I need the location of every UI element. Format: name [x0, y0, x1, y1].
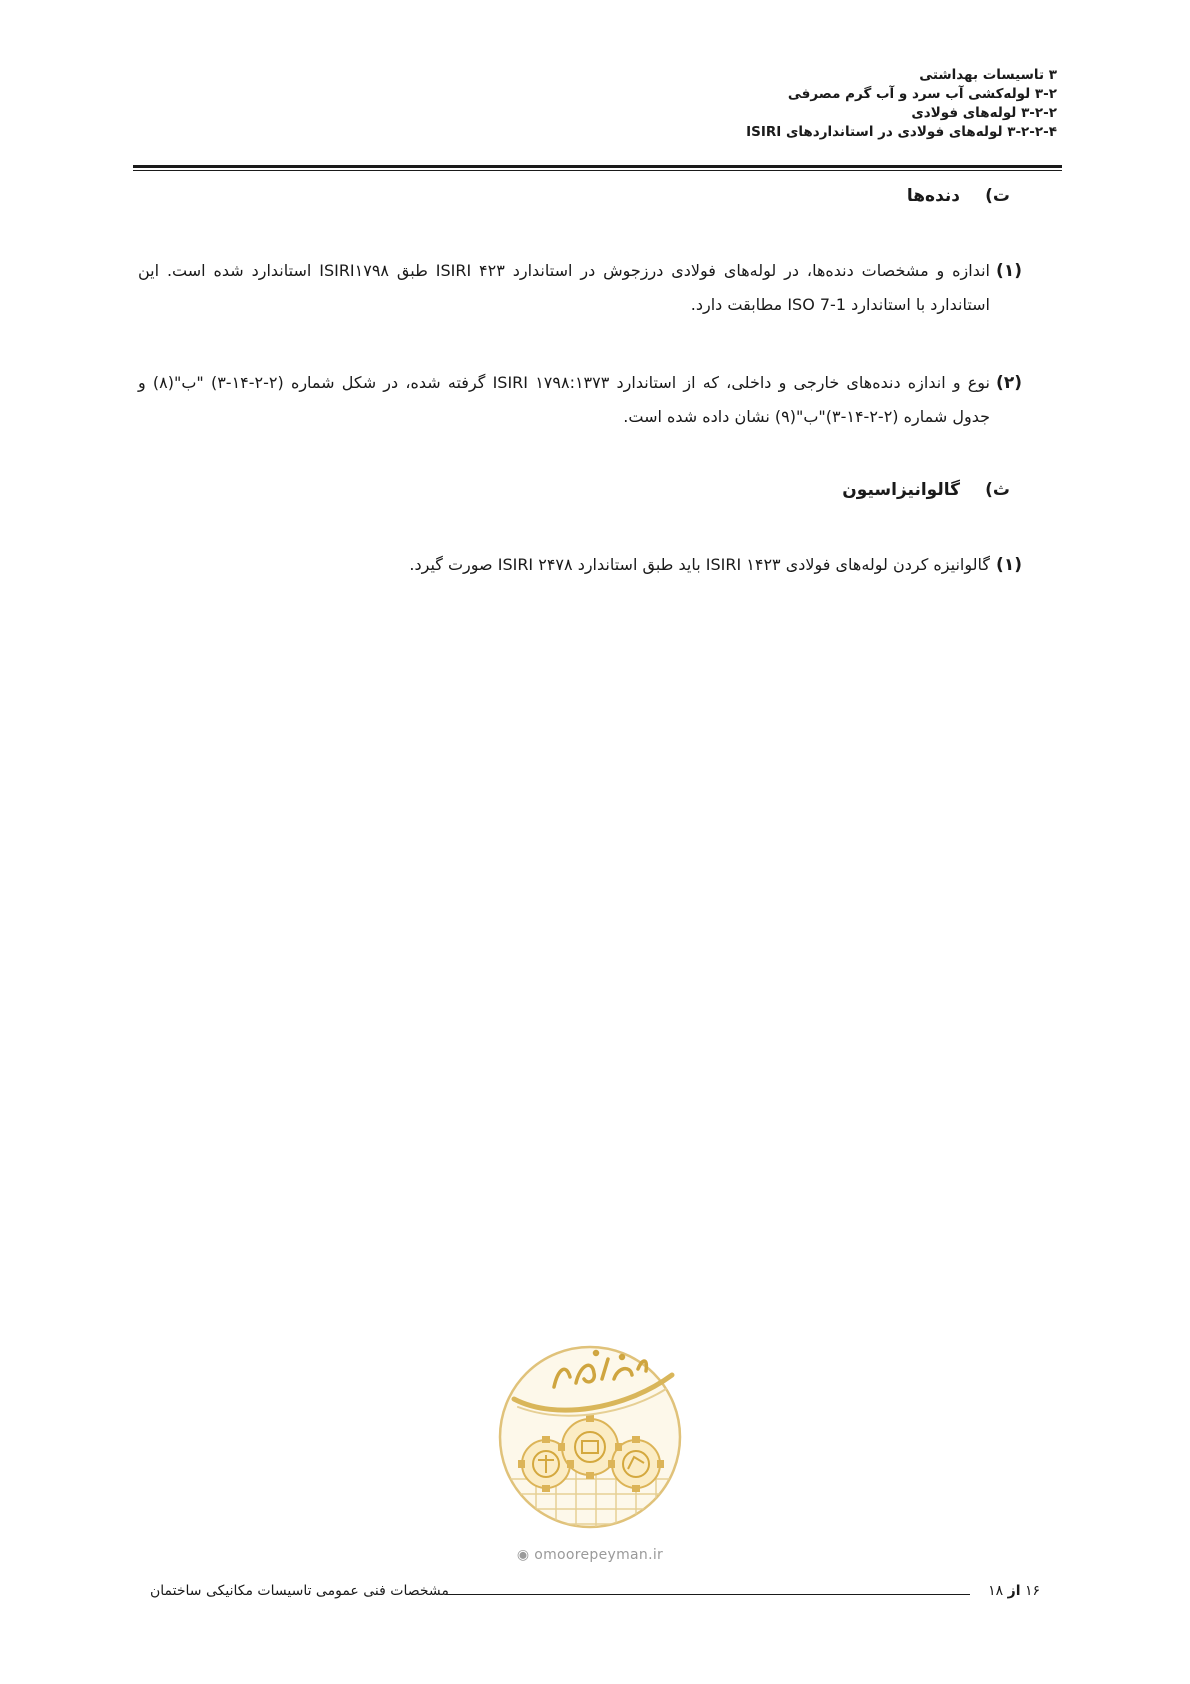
header-chapter: ۳ تاسیسات بهداشتی — [919, 67, 1057, 83]
watermark-logo-icon — [496, 1329, 684, 1543]
paragraph-text: اندازه و مشخصات دنده‌ها، در لوله‌های فولادی درزجوش در استاندارد ISIRI ۴۲۳ طبق ISIRI۱۷۹۸ استاندارد شده است. این استاندارد با استاندارد ISO 7-1 مطابقت دارد. — [138, 261, 991, 314]
page-of-label: از — [1007, 1583, 1021, 1599]
footer-divider — [445, 1594, 970, 1595]
globe-icon: ◉ — [516, 1547, 530, 1563]
page-total: ۱۸ — [988, 1583, 1004, 1599]
section-heading-galvanization — [842, 480, 1010, 500]
paragraph-number: (۱) — [996, 261, 1022, 281]
header-section: ۳-۲ لوله‌کشی آب سرد و آب گرم مصرفی — [787, 86, 1057, 102]
section-marker: ت) — [985, 186, 1010, 206]
paragraph-text: نوع و اندازه دنده‌های خارجی و داخلی، که از استاندارد ISIRI ۱۷۹۸:۱۳۷۳ گرفته شده، در شکل شماره (۲-۲-۱۴-۳) "ب"(۸) و جدول شماره (۲-۲-۱۴-۳)"ب"(۹) نشان داده شده است. — [138, 373, 991, 426]
page-number — [988, 1583, 1040, 1599]
header-divider-thin — [133, 170, 1062, 171]
page-header — [746, 66, 1057, 142]
header-subsection: ۳-۲-۲ لوله‌های فولادی — [911, 105, 1057, 121]
paragraph-number: (۱) — [996, 555, 1022, 575]
section-title: گالوانیزاسیون — [842, 480, 960, 500]
paragraph-text: گالوانیزه کردن لوله‌های فولادی ISIRI ۱۴۲۳ باید طبق استاندارد ISIRI ۲۴۷۸ صورت گیرد. — [409, 555, 990, 574]
paragraph-galvanization-1 — [138, 548, 1022, 582]
header-divider-thick — [133, 165, 1062, 168]
paragraph-threads-1 — [138, 254, 1022, 322]
watermark — [496, 1329, 684, 1569]
watermark-caption: ◉ omoorepeyman.ir — [516, 1547, 664, 1563]
section-marker: ث) — [985, 480, 1010, 500]
header-subsubsection: ۳-۲-۲-۴ لوله‌های فولادی در استانداردهای ISIRI — [746, 124, 1057, 140]
footer-title: مشخصات فنی عمومی تاسیسات مکانیکی ساختمان — [150, 1583, 449, 1599]
paragraph-number: (۲) — [996, 373, 1022, 393]
page-current: ۱۶ — [1024, 1583, 1040, 1599]
page-footer — [150, 1583, 1040, 1605]
paragraph-threads-2 — [138, 366, 1022, 434]
section-title: دنده‌ها — [906, 186, 960, 206]
section-heading-threads — [907, 186, 1010, 206]
